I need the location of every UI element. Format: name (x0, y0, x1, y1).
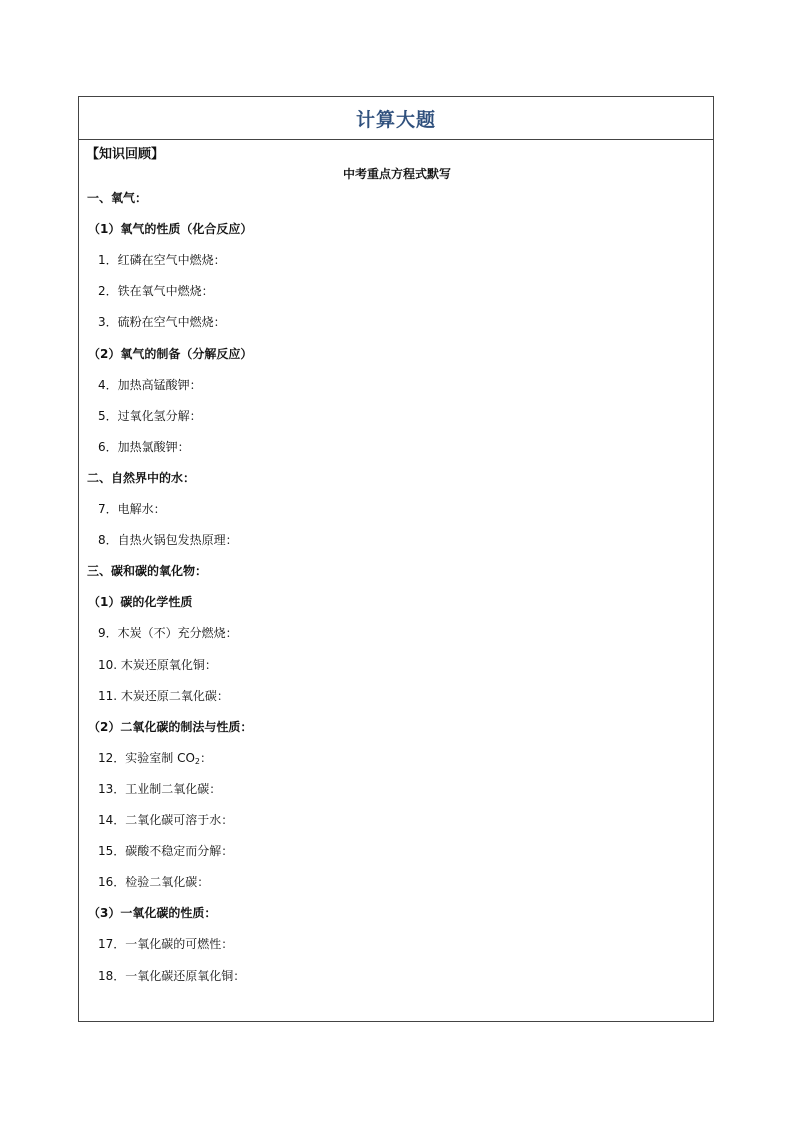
subsection-heading: （1）碳的化学性质 (88, 595, 193, 610)
subsection-heading: （1）氧气的性质（化合反应） (88, 222, 253, 237)
section-heading: 一、氧气： (87, 191, 148, 205)
question-item: 6．加热氯酸钾： (98, 439, 190, 454)
title-row (79, 97, 713, 140)
question-item: 10. 木炭还原氧化铜： (98, 657, 217, 672)
subscript: 2 (194, 756, 201, 766)
suffix: ： (200, 750, 213, 765)
section-heading: 二、自然界中的水： (87, 470, 196, 485)
question-item: 5．过氧化氢分解： (98, 408, 202, 423)
question-item: 3．硫粉在空气中燃烧： (98, 315, 226, 330)
subsection-heading: （2）氧气的制备（分解反应） (88, 346, 253, 361)
subsection-heading: （2）二氧化碳的制法与性质： (88, 719, 253, 734)
question-item: 16．检验二氧化碳： (98, 875, 210, 890)
section-label: 【知识回顾】 (86, 147, 165, 162)
question-item: 11. 木炭还原二氧化碳： (98, 688, 229, 703)
question-item: 1．红磷在空气中燃烧： (98, 253, 226, 268)
question-item: 12．实验室制 $CO_2$： (98, 750, 213, 766)
question-item: 17．一氧化碳的可燃性： (98, 937, 234, 952)
subtitle: 中考重点方程式默写 (342, 167, 451, 181)
question-item: 13．工业制二氧化碳： (98, 781, 222, 796)
question-item: 7．电解水： (98, 502, 166, 516)
question-item: 2．铁在氧气中燃烧： (98, 284, 214, 299)
question-item: 18．一氧化碳还原氧化铜： (98, 968, 246, 983)
page-title: 计算大题 (355, 108, 436, 131)
question-item: 4．加热高锰酸钾： (98, 377, 202, 392)
question-item: 15．碳酸不稳定而分解： (98, 844, 234, 859)
worksheet-table (78, 96, 714, 1022)
section-heading: 三、碳和碳的氧化物： (87, 564, 208, 579)
subsection-heading: （3）一氧化碳的性质： (88, 906, 217, 921)
question-item: 14．二氧化碳可溶于水： (98, 813, 234, 827)
question-item: 8．自热火锅包发热原理： (98, 533, 238, 548)
question-item: 9．木炭（不）充分燃烧： (98, 626, 238, 641)
